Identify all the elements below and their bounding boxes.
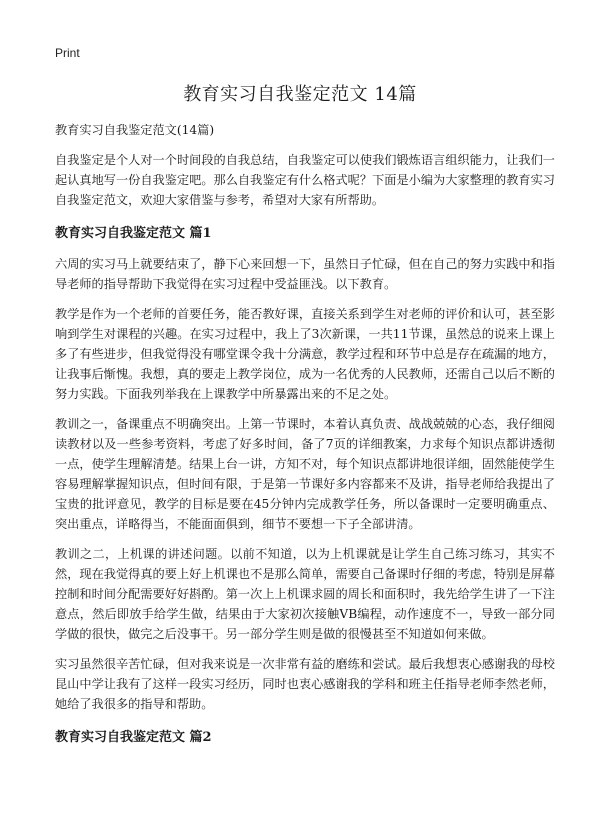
section1-paragraph: 六周的实习马上就要结束了，静下心来回想一下，虽然日子忙碌，但在自己的努力实践中和指导老师的指导帮助下我觉得在实习过程中受益匪浅。以下教育。 (55, 257, 555, 291)
page-title: 教育实习自我鉴定范文 14篇 (183, 84, 417, 105)
section1-paragraph: 实习虽然很辛苦忙碌，但对我来说是一次非常有益的磨练和尝试。最后我想衷心感谢我的母校昆山中学让我有了这样一段实习经历，同时也衷心感谢我的学科和班主任指导老师李然老师，她给了我很多的指导和帮助。 (55, 657, 555, 711)
print-link[interactable]: Print (55, 46, 80, 60)
section1-paragraph: 教训之二，上机课的讲述问题。以前不知道，以为上机课就是让学生自己练习练习，其实不然，现在我觉得真的要上好上机课也不是那么简单，需要自己备课时仔细的考虑，特别是屏幕控制和时间分配需要好好斟酌。第一次上上机课求圆的周长和面积时，我先给学生讲了一下注意点，然后即放手给学生做，结果由于大家初次接触VB编程，动作速度不一，导致一部分同学做的很快，做完之后没事干。另一部分学生则是做的很慢甚至不知道如何来做。 (55, 547, 555, 641)
article-body (55, 120, 555, 758)
section1-paragraph: 教训之一，备课重点不明确突出。上第一节课时，本着认真负责、战战兢兢的心态，我仔细阅读教材以及一些参考资料，考虑了好多时间，备了7页的详细教案，力求每个知识点都讲透彻一点，使学生理解清楚。结果上台一讲，方知不对，每个知识点都讲地很详细，固然能使学生容易理解掌握知识点，但时间有限，于是第一节课好多内容都来不及讲，指导老师给我提出了宝贵的批评意见，教学的目标是要在45分钟内完成教学任务，所以备课时一定要明确重点、突出重点，详略得当，不能面面俱到，细节不要想一下子全部讲清。 (55, 417, 555, 531)
section-heading-1: 教育实习自我鉴定范文 篇1 (55, 226, 212, 241)
article-subtitle: 教育实习自我鉴定范文(14篇) (55, 123, 215, 137)
section-heading-2: 教育实习自我鉴定范文 篇2 (55, 730, 212, 745)
section1-paragraph: 教学是作为一个老师的首要任务，能否教好课，直接关系到学生对老师的评价和认可，甚至影响到学生对课程的兴趣。在实习过程中，我上了3次新课，一共11节课，虽然总的说来上课上多了有些进步，但我觉得没有哪堂课令我十分满意，教学过程和环节中总是存在疏漏的地方，让我事后惭愧。我想，真的要走上教学岗位，成为一名优秀的人民教师，还需自己以后不断的努力实践。下面我列举我在上课教学中所暴露出来的不足之处。 (55, 307, 555, 401)
intro-paragraph: 自我鉴定是个人对一个时间段的自我总结，自我鉴定可以使我们锻炼语言组织能力，让我们一起认真地写一份自我鉴定吧。那么自我鉴定有什么格式呢？下面是小编为大家整理的教育实习自我鉴定范文，欢迎大家借鉴与参考，希望对大家有所帮助。 (55, 153, 555, 207)
